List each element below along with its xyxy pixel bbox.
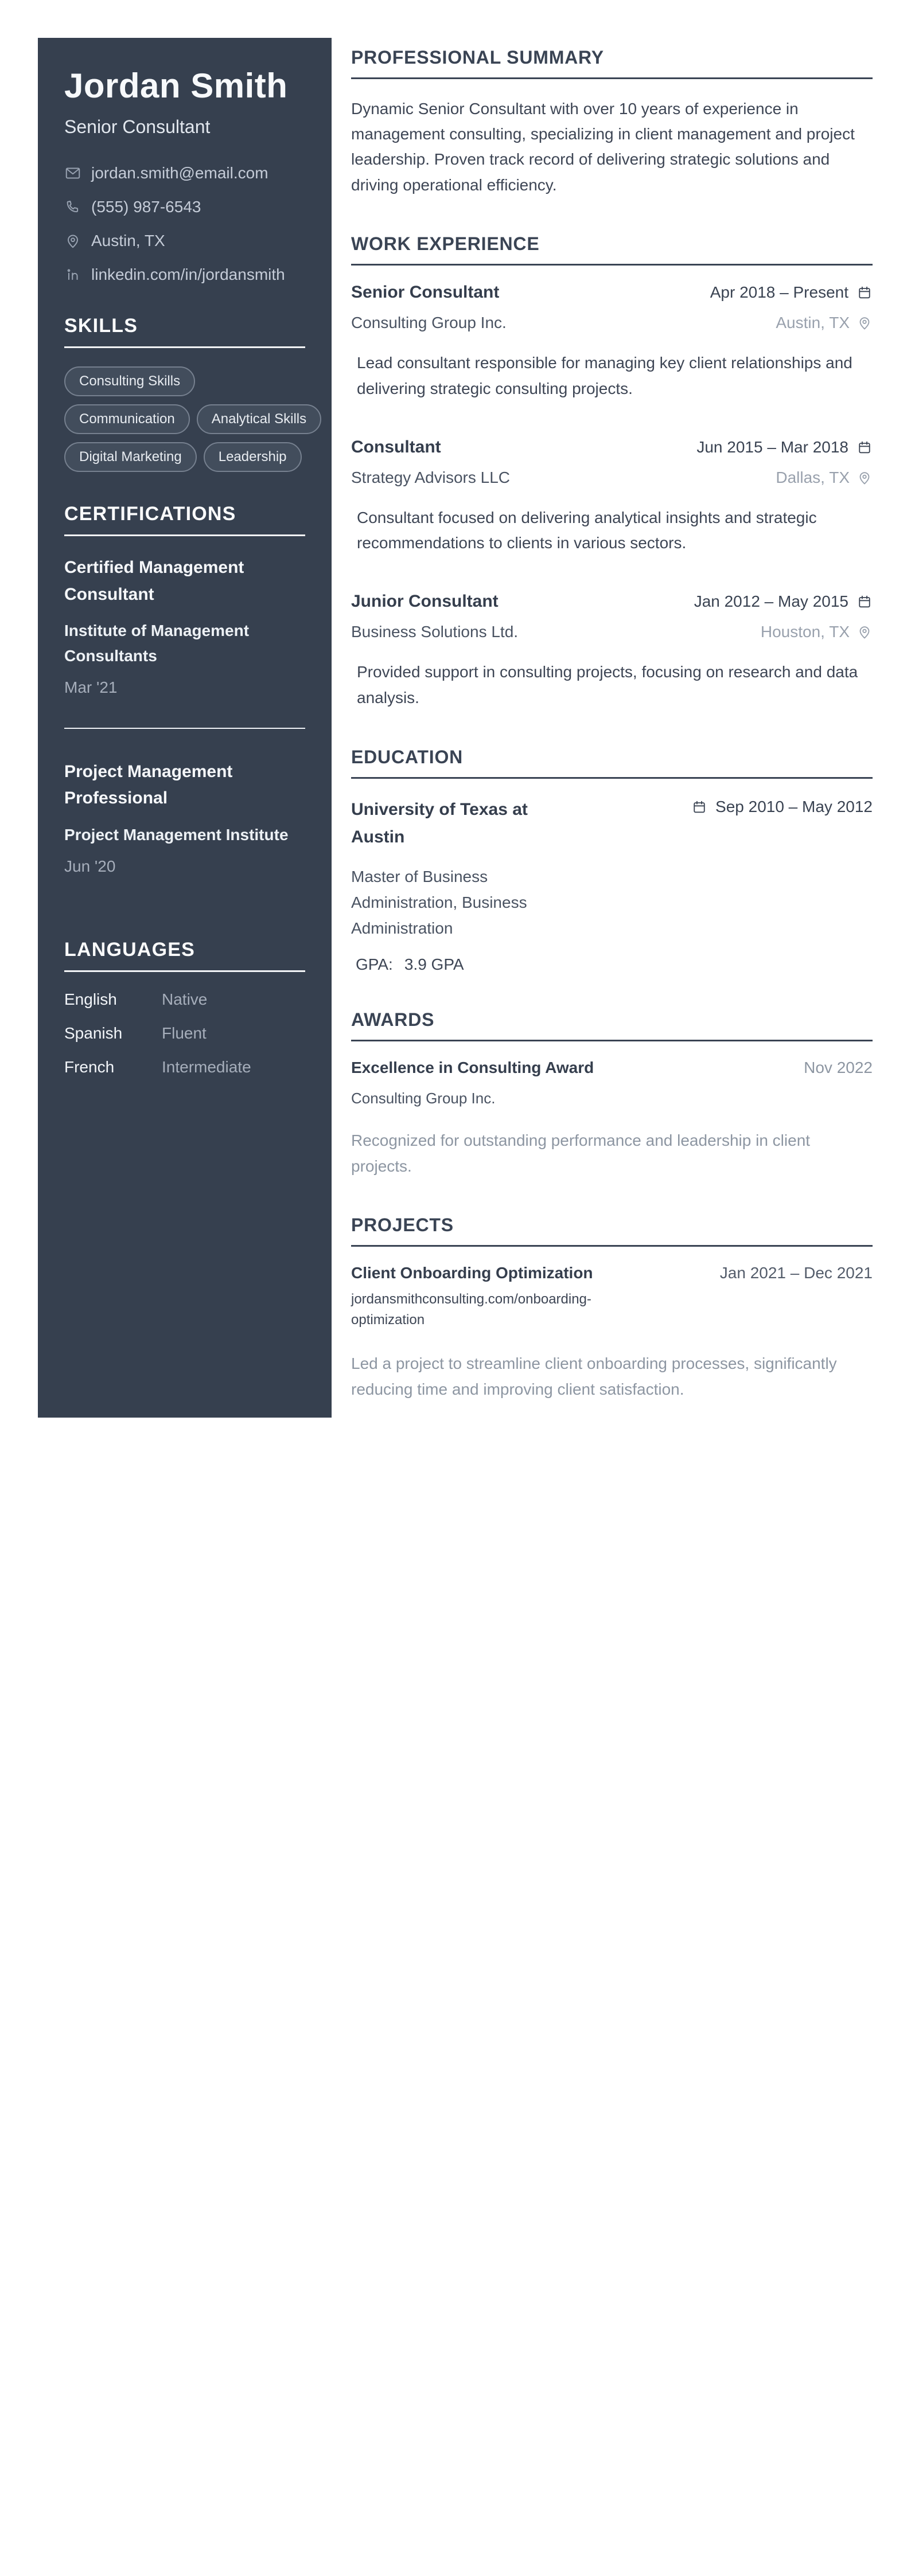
education-gpa [351,955,873,974]
certification-divider [64,728,305,729]
languages-list [64,990,305,1076]
project-entry [351,1264,873,1403]
email-icon [64,165,81,182]
contact-phone-text: (555) 987-6543 [91,198,201,216]
education-school: University of Texas at Austin [351,799,528,846]
project-description: Led a project to streamline client onboarding processes, significantly reducing time and improving client satisfaction. [351,1355,837,1399]
job-dates: Jun 2015 – Mar 2018 [696,438,873,456]
sidebar [38,38,332,1418]
projects-heading: PROJECTS [351,1215,873,1247]
certification-title: Certified Management Consultant [64,558,244,604]
job-dates: Jan 2012 – May 2015 [694,592,873,611]
contact-location-text: Austin, TX [91,232,165,250]
certification-issuer: Institute of Management Consultants [64,622,250,665]
gpa-value: 3.9 GPA [404,955,464,973]
certifications-heading: CERTIFICATIONS [64,503,305,536]
job-entry [351,438,873,557]
language-level: Native [162,990,208,1009]
languages-section [64,939,305,1076]
project-dates: Jan 2021 – Dec 2021 [719,1264,873,1282]
contact-phone [64,198,305,216]
skill-pill: Consulting Skills [64,366,195,396]
job-description: Consultant focused on delivering analytical insights and strategic recommendations to clients in various sectors. [357,508,817,552]
education-degree: Master of Business Administration, Business Administration [351,867,527,938]
certification-item [64,555,305,697]
certification-issuer: Project Management Institute [64,825,289,844]
contact-email [64,164,305,182]
job-dates: Apr 2018 – Present [710,283,873,302]
skill-pill: Digital Marketing [64,442,197,472]
job-description: Provided support in consulting projects, focusing on research and data analysis. [357,663,858,707]
person-job-title: Senior Consultant [64,116,211,138]
awards-section [351,1009,873,1180]
job-company: Strategy Advisors LLC [351,468,511,486]
award-entry [351,1059,873,1180]
contact-list [64,164,305,284]
award-description: Recognized for outstanding performance and leadership in client projects. [351,1131,811,1175]
location-icon [64,232,81,249]
contact-email-text: jordan.smith@email.com [91,164,268,182]
award-date: Nov 2022 [804,1058,873,1076]
job-company: Consulting Group Inc. [351,313,507,331]
job-description: Lead consultant responsible for managing key client relationships and delivering strategic consulting projects. [357,353,852,397]
skills-section [64,315,305,472]
contact-linkedin [64,266,305,284]
gpa-label: GPA: [356,955,393,973]
languages-heading: LANGUAGES [64,939,305,972]
map-pin-icon [857,470,873,486]
education-heading: EDUCATION [351,747,873,779]
language-name: Spanish [64,1024,123,1043]
skill-pill: Analytical Skills [197,404,321,434]
projects-section [351,1215,873,1403]
job-location: Houston, TX [761,623,873,641]
language-level: Intermediate [162,1058,251,1076]
job-location: Dallas, TX [776,469,873,487]
calendar-icon [857,594,873,610]
certifications-section [64,503,305,876]
experience-heading: WORK EXPERIENCE [351,233,873,266]
project-title: Client Onboarding Optimization [351,1264,593,1282]
award-title: Excellence in Consulting Award [351,1058,594,1076]
skill-pill: Leadership [204,442,302,472]
certification-title: Project Management Professional [64,762,233,808]
summary-heading: PROFESSIONAL SUMMARY [351,47,873,79]
summary-section [351,47,873,198]
calendar-icon [857,284,873,300]
education-section [351,747,873,974]
linkedin-icon [64,266,81,283]
contact-linkedin-text: linkedin.com/in/jordansmith [91,266,285,284]
job-entry [351,592,873,711]
map-pin-icon [857,315,873,331]
skills-heading: SKILLS [64,315,305,348]
contact-location [64,232,305,250]
phone-icon [64,198,81,216]
job-company: Business Solutions Ltd. [351,623,519,641]
skill-pill: Communication [64,404,190,434]
map-pin-icon [857,624,873,640]
project-link: jordansmithconsulting.com/onboarding-optimization [351,1291,591,1328]
language-level: Fluent [162,1024,207,1043]
calendar-icon [857,439,873,455]
certification-date: Mar '21 [64,678,118,696]
job-title: Senior Consultant [351,282,500,302]
main-content [351,38,873,1403]
certification-item [64,759,305,876]
summary-text: Dynamic Senior Consultant with over 10 years of experience in management consulting, specializing in client management and project leadership. Proven track record of delivering strategic solutions and driving operational efficiency. [351,100,855,194]
calendar-icon [691,799,707,815]
job-entry [351,283,873,402]
job-title: Consultant [351,437,441,456]
language-name: English [64,990,117,1009]
job-location: Austin, TX [776,314,873,332]
language-name: French [64,1058,115,1076]
skills-pills [64,366,305,472]
awards-heading: AWARDS [351,1009,873,1041]
job-title: Junior Consultant [351,592,499,611]
certification-date: Jun '20 [64,857,116,876]
person-name: Jordan Smith [64,67,288,105]
award-issuer: Consulting Group Inc. [351,1089,496,1107]
experience-section [351,233,873,711]
education-dates: Sep 2010 – May 2012 [691,798,873,816]
